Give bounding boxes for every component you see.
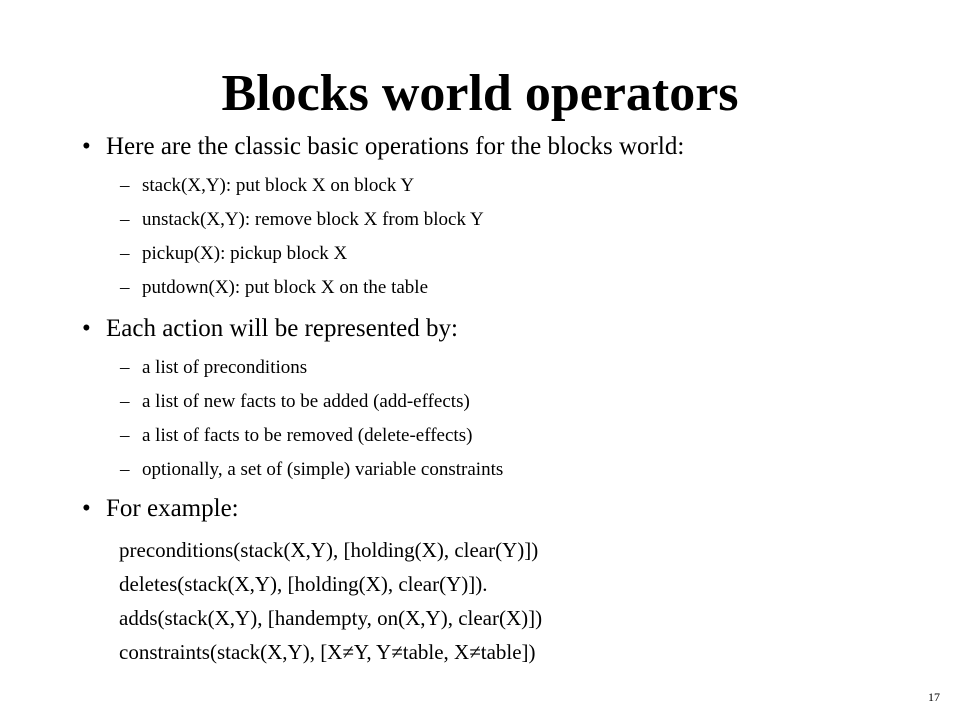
bullet-marker: • (82, 495, 91, 522)
bullet-marker: • (82, 315, 91, 342)
dash-marker: – (120, 459, 130, 480)
slide-title: Blocks world operators (221, 65, 739, 122)
code-line: constraints(stack(X,Y), [X≠Y, Y≠table, X≠table]) (119, 640, 536, 664)
sub-item-text: unstack(X,Y): remove block X from block Y (142, 209, 484, 230)
bullet-text: Each action will be represented by: (106, 315, 458, 342)
dash-marker: – (120, 277, 130, 298)
code-line: adds(stack(X,Y), [handempty, on(X,Y), clear(X)]) (119, 606, 543, 630)
sub-item-text: optionally, a set of (simple) variable constraints (142, 459, 504, 480)
sub-item-text: a list of facts to be removed (delete-effects) (142, 425, 473, 446)
dash-marker: – (120, 243, 130, 264)
sub-item-text: a list of new facts to be added (add-effects) (142, 391, 470, 412)
code-line: preconditions(stack(X,Y), [holding(X), clear(Y)]) (119, 538, 539, 562)
dash-marker: – (120, 391, 130, 412)
bullet-text: Here are the classic basic operations for the blocks world: (106, 133, 685, 160)
sub-item-text: putdown(X): put block X on the table (142, 277, 429, 298)
code-line: deletes(stack(X,Y), [holding(X), clear(Y)]). (119, 572, 488, 596)
dash-marker: – (120, 425, 130, 446)
page-number: 17 (928, 690, 940, 704)
dash-marker: – (120, 209, 130, 230)
sub-item-text: stack(X,Y): put block X on block Y (142, 175, 415, 196)
sub-item-text: pickup(X): pickup block X (142, 243, 348, 264)
bullet-text: For example: (106, 495, 239, 522)
bullet-marker: • (82, 133, 91, 160)
dash-marker: – (120, 175, 130, 196)
sub-item-text: a list of preconditions (142, 357, 308, 378)
dash-marker: – (120, 357, 130, 378)
